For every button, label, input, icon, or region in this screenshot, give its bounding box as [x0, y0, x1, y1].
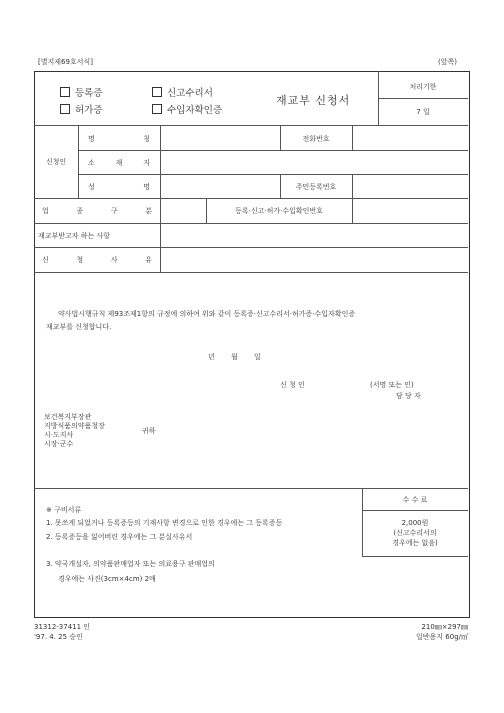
paper-type: 일반용지 60g/㎡ [416, 633, 468, 641]
addressee: 보건복지부장관 [44, 413, 92, 421]
divider [362, 510, 468, 511]
divider [362, 556, 468, 557]
business-type-label: 업 종 구 분 [42, 207, 152, 215]
form-number: [별지제69호서식] [38, 58, 93, 66]
checkbox-registration[interactable]: 등록증 [60, 85, 103, 99]
fee-label: 수 수 료 [402, 496, 428, 504]
page-side: (앞쪽) [438, 58, 457, 66]
form-title: 재교부 신청서 [276, 94, 351, 107]
address-field[interactable] [160, 151, 468, 173]
reason-field[interactable] [160, 248, 468, 271]
attachment-item: 3. 약국개설자, 의약품판매업자 또는 의료용구 판매업의 [46, 560, 215, 568]
paper-size: 210㎜×297㎜ [421, 623, 468, 631]
rrn-field[interactable] [352, 175, 468, 197]
approval-date: '97. 4. 25 승인 [34, 633, 83, 641]
attachment-item: 2. 등록증등을 잃어버린 경우에는 그 분실사유서 [46, 533, 193, 541]
fee-note: (신고수리서의 [393, 529, 437, 537]
name-field[interactable] [160, 127, 280, 149]
processing-period-value: 7 일 [416, 108, 430, 116]
reason-label: 신 청 사 유 [42, 256, 152, 264]
divider [34, 488, 468, 489]
attachments-title: ※ 구비서류 [46, 506, 82, 514]
form-code: 31312-37411 인 [34, 623, 91, 631]
name-label: 명 칭 [88, 135, 150, 143]
rrn-label: 주민등록번호 [295, 183, 337, 191]
divider [34, 125, 468, 126]
reissue-matter-label: 재교부받고자 하는 사항 [38, 232, 111, 240]
checkbox-icon [152, 104, 162, 114]
addressee-suffix: 귀하 [142, 427, 156, 435]
checkbox-permit[interactable]: 허가증 [60, 102, 103, 116]
signature-or-seal: (서명 또는 인) [370, 381, 414, 389]
applicant-section-label: 신청인 [45, 158, 67, 166]
reissue-matter-field[interactable] [160, 224, 468, 246]
application-date: 년 월 일 [208, 353, 261, 361]
person-name-field[interactable] [160, 175, 280, 197]
divider [78, 125, 79, 198]
phone-field[interactable] [352, 127, 468, 149]
business-type-field[interactable] [160, 199, 206, 222]
checkbox-icon [152, 87, 162, 97]
checkbox-import-confirm[interactable]: 수입자확인증 [152, 102, 222, 116]
processing-period-label: 처리기한 [409, 83, 437, 91]
divider [378, 98, 468, 99]
statement-line: 약사법시행규칙 제93조제1항의 규정에 의하여 위와 같이 등록증·신고수리서·허가증·수입자확인증 [58, 310, 356, 318]
divider [34, 272, 468, 273]
address-label: 소 재 지 [88, 159, 150, 167]
reg-number-label: 등록·신고·허가·수입확인번호 [235, 207, 323, 215]
addressee: 지방식품의약품청장 [44, 422, 105, 430]
reg-number-field[interactable] [352, 199, 468, 222]
phone-label: 전화번호 [302, 135, 330, 143]
fee-note: 경우에는 없음) [392, 539, 438, 547]
checkbox-report-receipt[interactable]: 신고수리서 [152, 85, 213, 99]
addressee: 시·도지사 [44, 431, 74, 439]
addressee: 시장·군수 [44, 440, 74, 448]
attachment-item: 경우에는 사진(3cm×4cm) 2매 [58, 575, 156, 583]
checkbox-icon [60, 87, 70, 97]
fee-amount: 2,000원 [401, 519, 429, 527]
statement-line: 재교부를 신청합니다. [46, 323, 112, 331]
applicant-signature-label: 신 청 인 [280, 381, 305, 389]
person-name-label: 성 명 [88, 183, 150, 191]
checkbox-icon [60, 104, 70, 114]
officer-label: 담 당 자 [396, 392, 421, 400]
attachment-item: 1. 못쓰게 되었거나 등록증등의 기재사항 변경으로 인한 경우에는 그 등록증등 [46, 519, 283, 527]
